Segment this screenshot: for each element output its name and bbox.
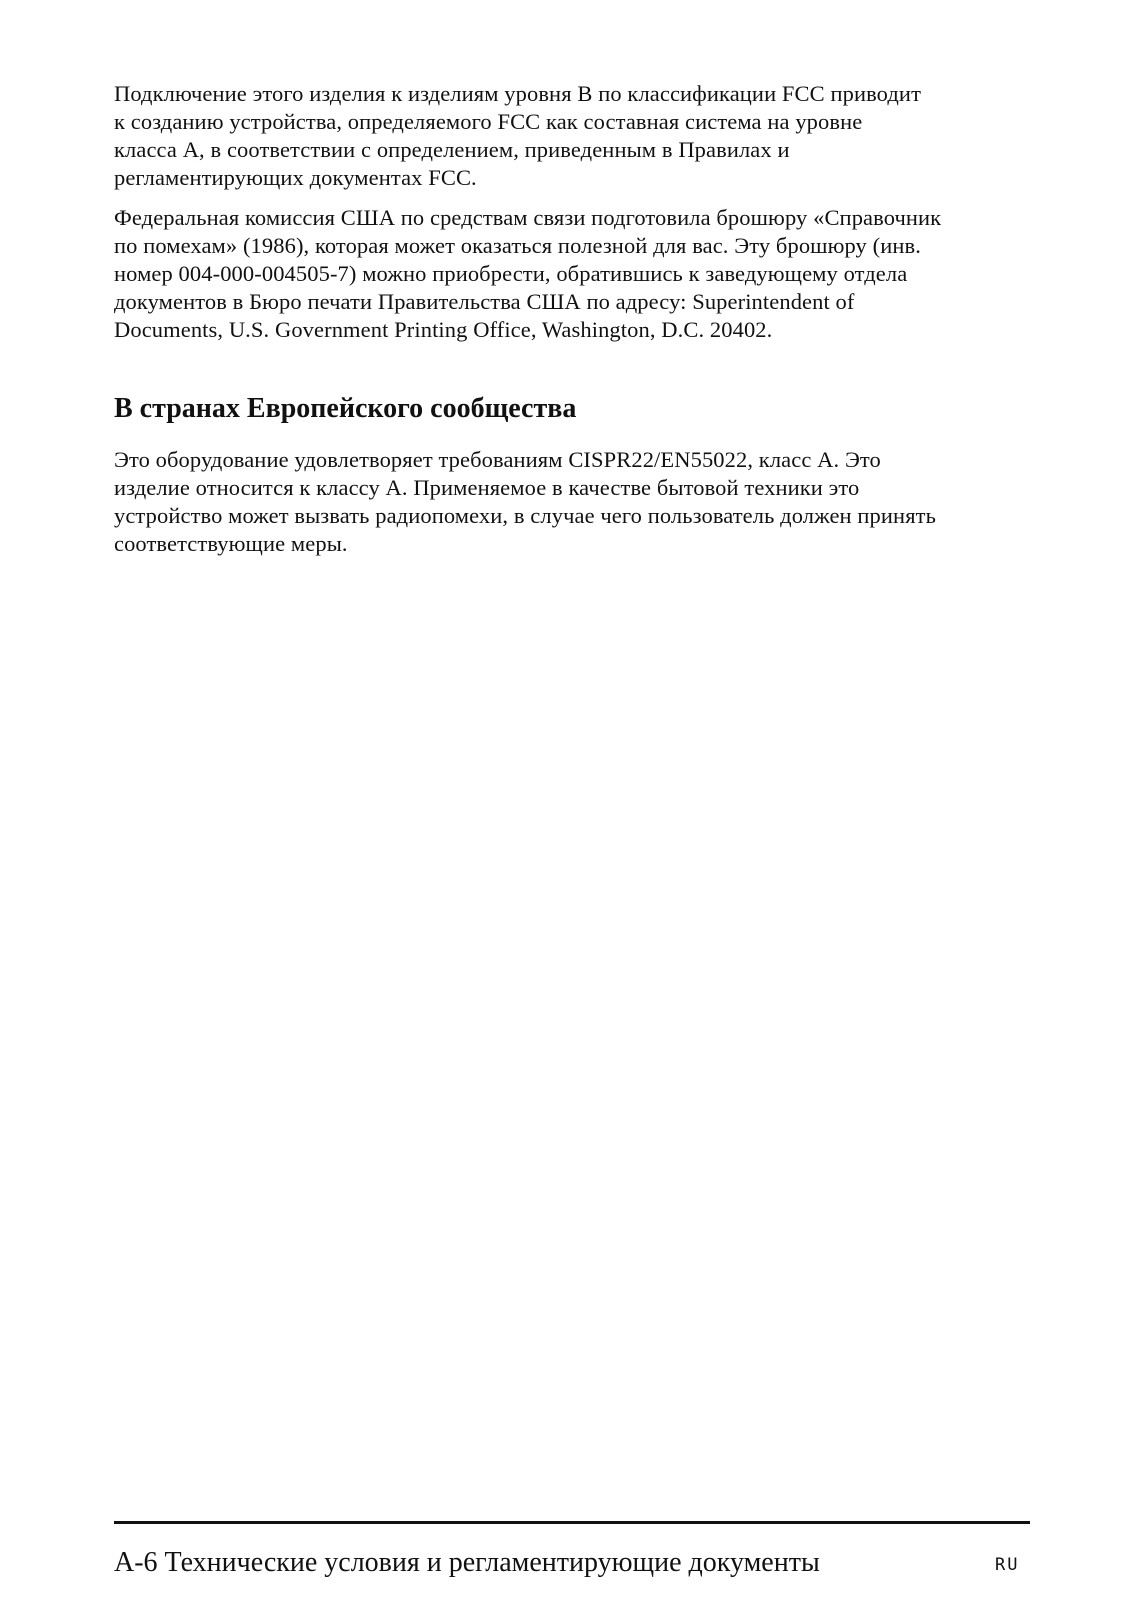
text-line: Подключение этого изделия к изделиям уровня B по классификации FCC приводит [114, 81, 922, 106]
text-line: номер 004-000-004505-7) можно приобрести, обратившись к заведующему отдела [114, 261, 908, 286]
paragraph-fcc-class-a [114, 80, 1034, 192]
section-heading: В странах Европейского сообщества [114, 393, 577, 424]
text-line: Documents, U.S. Government Printing Office, Washington, D.C. 20402. [114, 317, 773, 342]
paragraph-fcc-brochure [114, 204, 1034, 344]
text-line: класса A, в соответствии с определением, приведенным в Правилах и [114, 137, 790, 162]
text-line: документов в Бюро печати Правительства США по адресу: Superintendent of [114, 289, 855, 314]
text-line: Это оборудование удовлетворяет требованиям CISPR22/EN55022, класс A. Это [114, 447, 881, 472]
footer-language-code: RU [995, 1555, 1020, 1575]
text-line: соответствующие меры. [114, 531, 348, 556]
text-line: регламентирующих документах FCC. [114, 165, 477, 190]
footer-page-title: A-6 Технические условия и регламентирующие документы [114, 1547, 820, 1578]
text-line: Федеральная комиссия США по средствам связи подготовила брошюру «Справочник [114, 205, 942, 230]
text-line: изделие относится к классу A. Применяемое в качестве бытовой техники это [114, 475, 860, 500]
page-content [114, 80, 1034, 570]
text-line: по помехам» (1986), которая может оказаться полезной для вас. Эту брошюру (инв. [114, 233, 921, 258]
footer-divider [114, 1521, 1030, 1524]
text-line: устройство может вызвать радиопомехи, в случае чего пользователь должен принять [114, 503, 936, 528]
text-line: к созданию устройства, определяемого FCC как составная система на уровне [114, 109, 863, 134]
paragraph-cispr [114, 446, 1034, 558]
